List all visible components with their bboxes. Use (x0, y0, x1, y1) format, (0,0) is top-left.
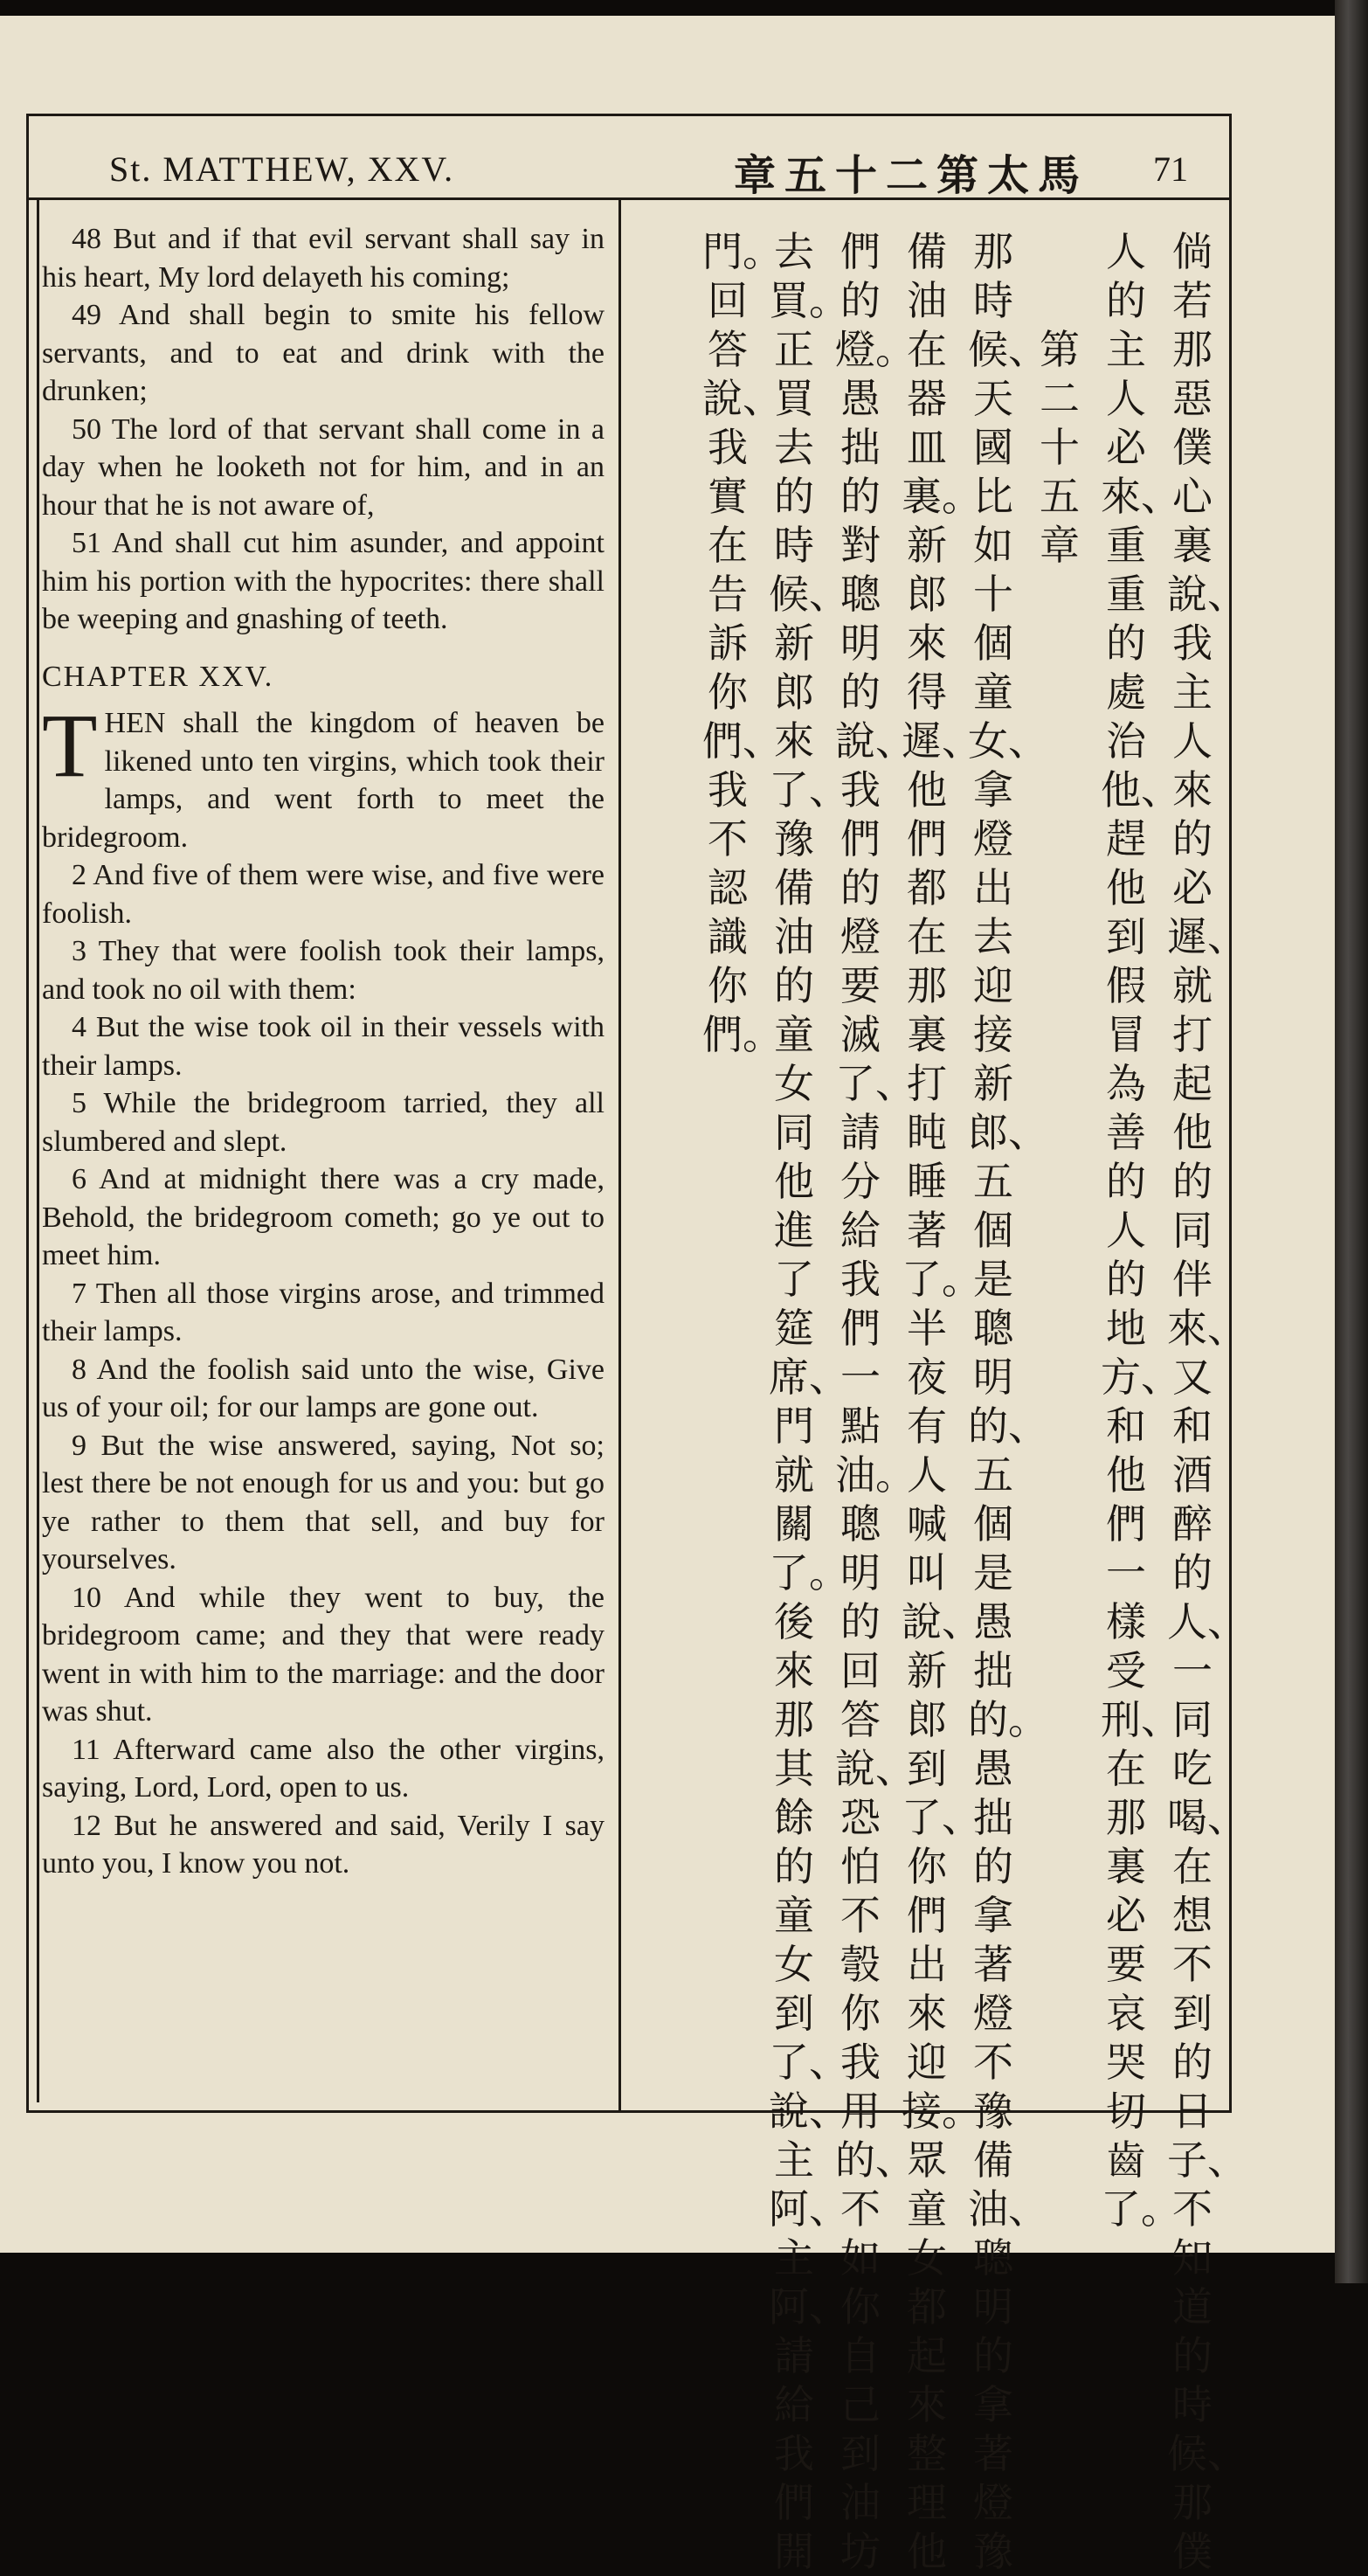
chinese-column-1: 倘若那惡僕心裏說、我主人來的必遲、就打起他的同伴來、又和酒醉的人、一同吃喝、在想不到的日子、不知道的時候、那僕 (1167, 228, 1247, 2575)
header-chinese-title: 章五十二第太馬 (734, 151, 1089, 200)
header-left-title: St. MATTHEW, XXV. (109, 149, 455, 189)
verse-12: 12 But he answered and said, Verily I say unto you, I know you not. (42, 1809, 605, 1880)
chinese-column-3: 那時候、天國比如十個童女、拿燈出去迎接新郎、五個是聰明的、五個是愚拙的。愚拙的拿著燈不豫備油、聰明的拿著燈豫 (968, 228, 1048, 2575)
verse-49: 49 And shall begin to smite his fellow servants, and to eat and drink with the drunken; (42, 299, 605, 407)
verse-10: 10 And while they went to buy, the bridegroom came; and they that were ready went in with him to the marriage: and the door was shut. (42, 1581, 605, 1728)
chinese-column-7: 門。回答說、我實在告訴你們、我不認識你們。 (702, 228, 783, 1058)
column-divider (618, 197, 621, 2113)
chapter-heading: CHAPTER XXV. (42, 660, 274, 693)
chinese-column-5: 們的燈。愚拙的對聰明的說、我們的燈要滅了、請分給我們一點油。聰明的回答說、恐怕不彀你我用的、不如你自己到油坊 (835, 228, 915, 2575)
chinese-chapter-heading: 第二十五章 (1040, 326, 1080, 569)
verse-48: 48 But and if that evil servant shall say in his heart, My lord delayeth his coming; (42, 223, 605, 294)
verse-3: 3 They that were foolish took their lamps, and took no oil with them: (42, 935, 605, 1006)
drop-cap: T (42, 696, 98, 796)
chinese-text-column (629, 227, 1247, 2575)
book-spine (1335, 0, 1368, 2283)
verse-50: 50 The lord of that servant shall come in a day when he looketh not for him, and in an hour that he is not aware of, (42, 412, 605, 522)
verse-7: 7 Then all those virgins arose, and trimmed their lamps. (42, 1277, 605, 1347)
verse-1-text: HEN shall the kingdom of heaven be likened unto ten virgins, which took their lamps, and went forth to meet the bridegroom. (42, 707, 605, 854)
verse-4: 4 But the wise took oil in their vessels with their lamps. (42, 1011, 605, 1082)
page-number: 71 (1153, 149, 1188, 189)
verse-9: 9 But the wise answered, saying, Not so; lest there be not enough for us and you: but go ye rather to them that sell, and buy for yourselves. (42, 1429, 605, 1575)
verse-8: 8 And the foolish said unto the wise, Give us of your oil; for our lamps are gone out. (42, 1353, 605, 1423)
verse-6: 6 And at midnight there was a cry made, Behold, the bridegroom cometh; go ye out to meet him. (42, 1163, 605, 1271)
verse-5: 5 While the bridegroom tarried, they all slumbered and slept. (42, 1087, 605, 1158)
verse-1 (42, 696, 605, 856)
verse-2: 2 And five of them were wise, and five were foolish. (42, 859, 605, 930)
chinese-column-6: 去買。正買去的時候、新郎來了、豫備油的童女同他進了筵席、門就關了。後來那其餘的童女到了、說、主阿、主阿、請給我們開 (769, 228, 849, 2575)
chinese-column-4: 備油在器皿裏。新郎來得遲、他們都在那裏打盹睡著了。半夜有人喊叫說、新郎到了、你們出來迎接。眾童女都起來整理他 (902, 228, 982, 2575)
left-rule (37, 197, 39, 2102)
verse-51: 51 And shall cut him asunder, and appoint him his portion with the hypocrites: there shall be weeping and gnashing of teeth. (42, 527, 605, 635)
english-text-column (42, 220, 605, 1883)
chinese-column-2: 人的主人必來、重重的處治他、趕他到假冒為善的人的地方、和他們一樣受刑、在那裏必要哀哭切齒了。 (1101, 228, 1181, 2233)
running-header (26, 129, 1232, 200)
verse-11: 11 Afterward came also the other virgins, saying, Lord, Lord, open to us. (42, 1733, 605, 1804)
